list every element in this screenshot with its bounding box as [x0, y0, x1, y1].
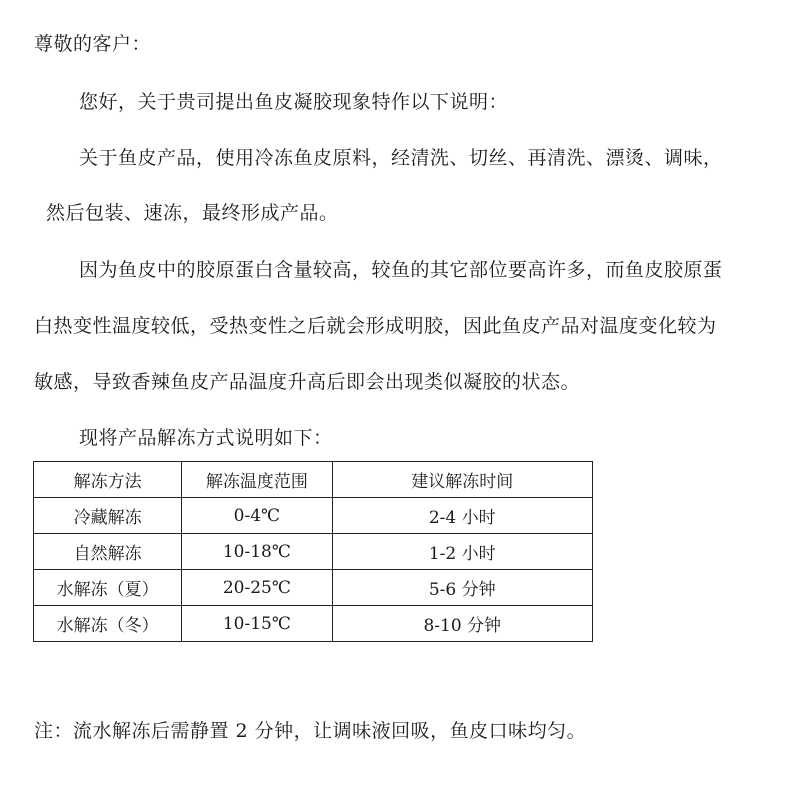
cell-time: 1-2 小时 — [332, 534, 593, 570]
header-method: 解冻方法 — [34, 462, 182, 498]
cell-method: 冷藏解冻 — [34, 498, 182, 534]
cell-time: 2-4 小时 — [332, 498, 593, 534]
cell-temperature: 0-4℃ — [182, 498, 332, 534]
table-row — [34, 498, 593, 534]
cell-method: 水解冻（冬） — [34, 606, 182, 642]
footnote: 注：流水解冻后需静置 2 分钟，让调味液回吸，鱼皮口味均匀。 — [34, 720, 587, 742]
cell-method: 自然解冻 — [34, 534, 182, 570]
header-time: 建议解冻时间 — [332, 462, 593, 498]
cell-temperature: 10-18℃ — [182, 534, 332, 570]
cell-time: 8-10 分钟 — [332, 606, 593, 642]
greeting: 尊敬的客户： — [34, 33, 152, 55]
intro-paragraph: 您好，关于贵司提出鱼皮凝胶现象特作以下说明： — [79, 91, 509, 113]
paragraph-1-line-2: 然后包装、速冻，最终形成产品。 — [46, 202, 339, 224]
cell-temperature: 20-25℃ — [182, 570, 332, 606]
paragraph-2-line-1: 因为鱼皮中的胶原蛋白含量较高，较鱼的其它部位要高许多，而鱼皮胶原蛋 — [79, 259, 723, 281]
table-intro: 现将产品解冻方式说明如下： — [79, 427, 333, 449]
table-row — [34, 606, 593, 642]
cell-temperature: 10-15℃ — [182, 606, 332, 642]
paragraph-1-line-1: 关于鱼皮产品，使用冷冻鱼皮原料，经清洗、切丝、再清洗、漂烫、调味， — [79, 147, 723, 169]
cell-method: 水解冻（夏） — [34, 570, 182, 606]
paragraph-2-line-3: 敏感，导致香辣鱼皮产品温度升高后即会出现类似凝胶的状态。 — [34, 371, 581, 393]
header-temperature: 解冻温度范围 — [182, 462, 332, 498]
table-row — [34, 570, 593, 606]
cell-time: 5-6 分钟 — [332, 570, 593, 606]
table-row — [34, 534, 593, 570]
thaw-method-table — [33, 461, 593, 642]
table-header-row — [34, 462, 593, 498]
paragraph-2-line-2: 白热变性温度较低，受热变性之后就会形成明胶，因此鱼皮产品对温度变化较为 — [34, 315, 717, 337]
